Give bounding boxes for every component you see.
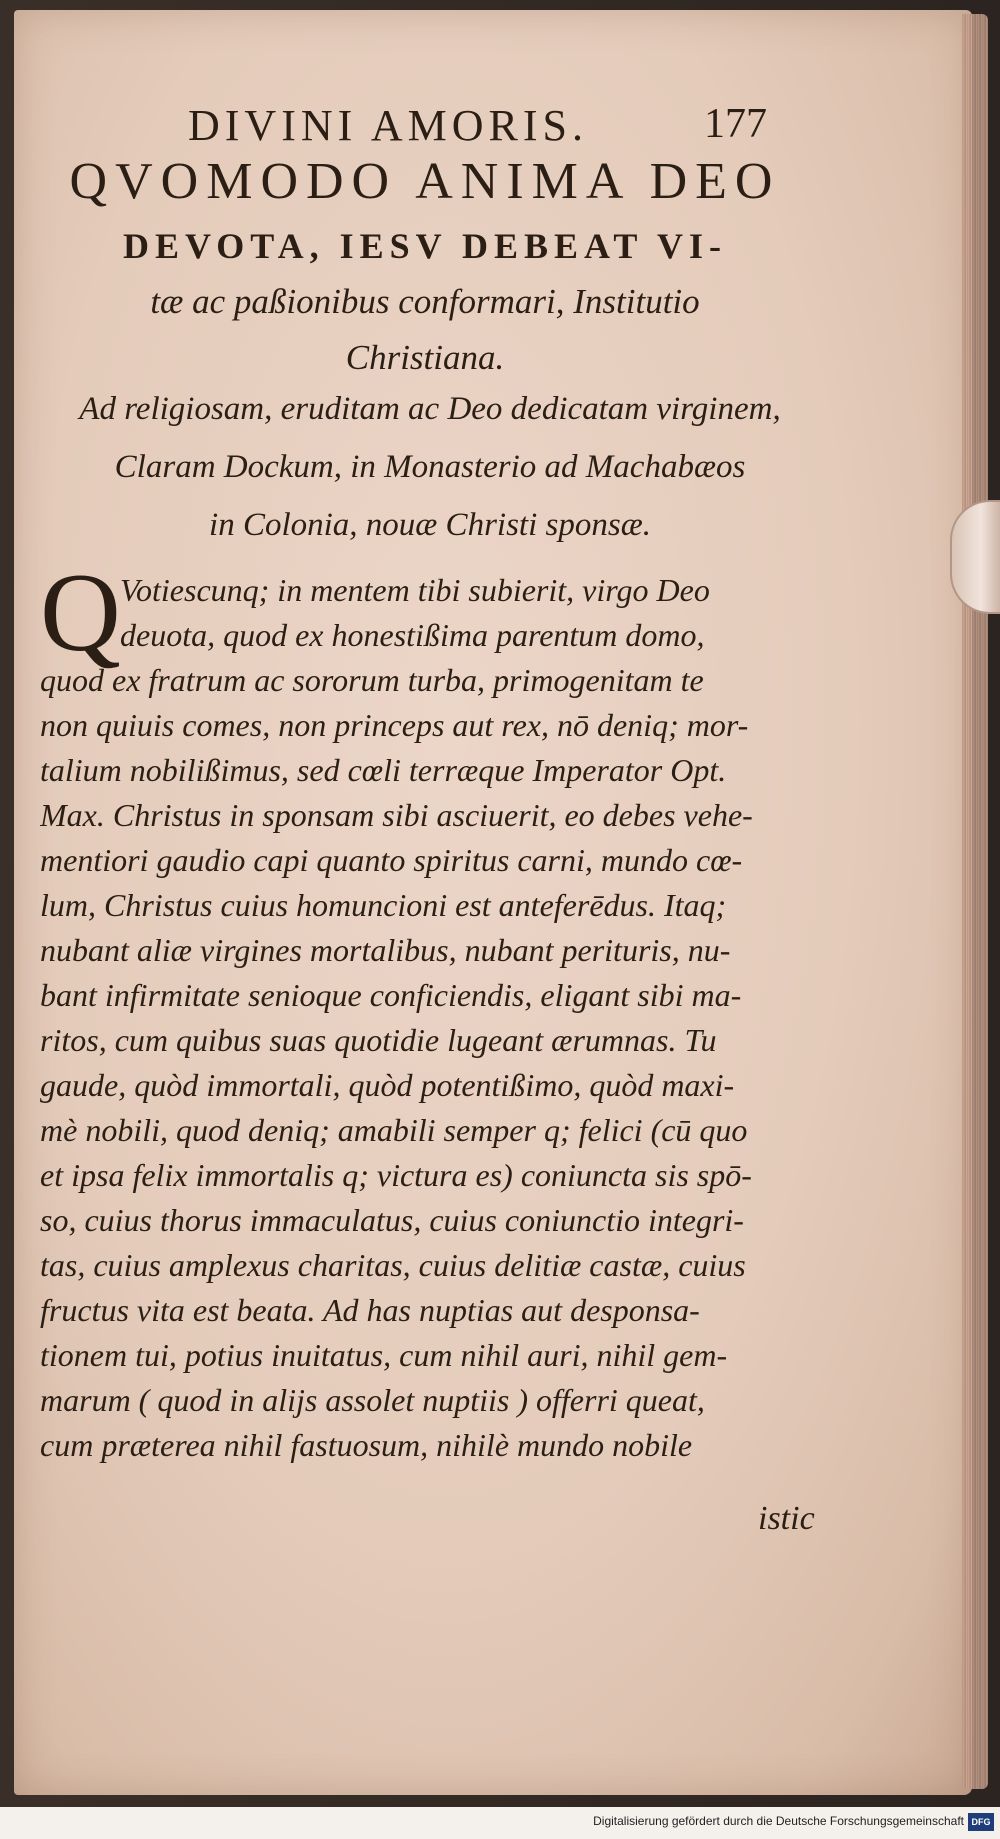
body-line: et ipsa felix immortalis q; victura es) coniuncta sis spō- [40, 1157, 752, 1193]
chapter-title [30, 150, 820, 386]
footer-credit: Digitalisierung gefördert durch die Deutsche Forschungsgemeinschaft [593, 1814, 964, 1828]
body-line: bant infirmitate senioque conficiendis, eligant sibi ma- [40, 977, 742, 1013]
body-text [40, 551, 840, 1468]
dedication [30, 380, 830, 554]
drop-cap: Q [40, 551, 121, 675]
body-line: Max. Christus in sponsam sibi asciuerit, eo debes vehe- [40, 797, 753, 833]
page-edges [962, 14, 988, 1789]
body-line: deuota, quod ex honestißima parentum domo, [120, 617, 705, 653]
page-number: 177 [704, 101, 767, 147]
body-line: tionem tui, potius inuitatus, cum nihil auri, nihil gem- [40, 1337, 728, 1373]
running-title: DIVINI AMORIS. [188, 101, 588, 150]
title-line-1: QVOMODO ANIMA DEO [69, 153, 781, 210]
body-line: mentiori gaudio capi quanto spiritus carni, mundo cœ- [40, 842, 743, 878]
body-line: nubant aliæ virgines mortalibus, nubant perituris, nu- [40, 932, 731, 968]
body-line: quod ex fratrum ac sororum turba, primogenitam te [40, 662, 704, 698]
body-line: lum, Christus cuius homuncioni est anteferēdus. Itaq; [40, 887, 727, 923]
body-line: Votiescunq; in mentem tibi subierit, virgo Deo [120, 572, 710, 608]
title-line-2: DEVOTA, IESV DEBEAT VI- [122, 226, 728, 266]
dedication-line-3: in Colonia, nouæ Christi sponsæ. [209, 507, 651, 543]
body-line: so, cuius thorus immaculatus, cuius coniunctio integri- [40, 1202, 744, 1238]
title-line-4: Christiana. [345, 338, 505, 377]
dfg-logo-icon: DFG [968, 1813, 994, 1831]
body-line: marum ( quod in alijs assolet nuptiis ) offerri queat, [40, 1382, 705, 1418]
body-line: cum præterea nihil fastuosum, nihilè mundo nobile [40, 1427, 693, 1463]
body-line: fructus vita est beata. Ad has nuptias aut desponsa- [40, 1292, 700, 1328]
dedication-line-2: Claram Dockum, in Monasterio ad Machabæos [114, 449, 746, 485]
catchword: istic [758, 1500, 815, 1537]
body-line: tas, cuius amplexus charitas, cuius delitiæ castæ, cuius [40, 1247, 746, 1283]
digitization-footer [0, 1807, 1000, 1839]
page-tab-marker [950, 500, 1000, 614]
dedication-line-1: Ad religiosam, eruditam ac Deo dedicatam virginem, [79, 391, 781, 427]
body-line: non quiuis comes, non princeps aut rex, nō deniq; mor- [40, 707, 749, 743]
body-line: gaude, quòd immortali, quòd potentißimo, quòd maxi- [40, 1067, 735, 1103]
body-line: mè nobili, quod deniq; amabili semper q; felici (cū quo [40, 1112, 748, 1148]
body-line: ritos, cum quibus suas quotidie lugeant ærumnas. Tu [40, 1022, 717, 1058]
body-line: talium nobilißimus, sed cœli terræque Imperator Opt. [40, 752, 727, 788]
title-line-3: tæ ac paßionibus conformari, Institutio [150, 282, 700, 321]
